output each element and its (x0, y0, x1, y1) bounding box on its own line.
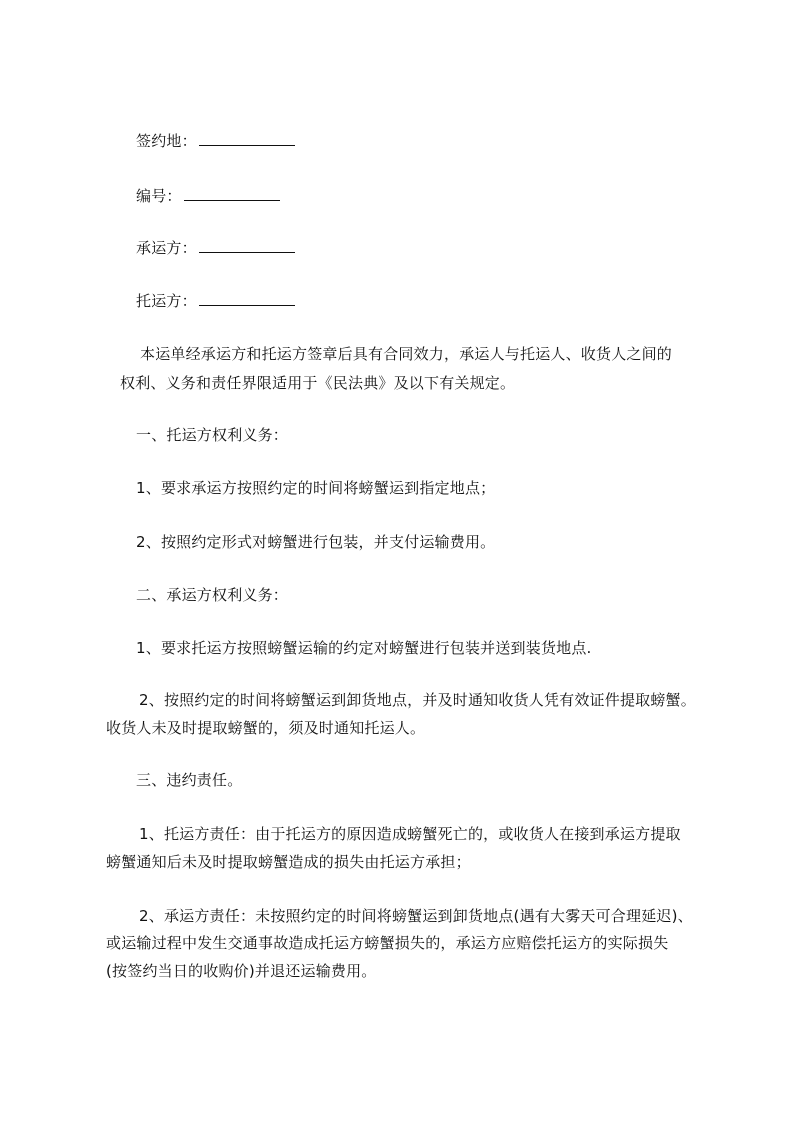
section-3-item-1-line-1: 1、托运方责任：由于托运方的原因造成螃蟹死亡的，或收货人在接到承运方提取 (139, 825, 681, 843)
section-3-item-2-line-2: 或运输过程中发生交通事故造成托运方螃蟹损失的，承运方应赔偿托运方的实际损失 (106, 934, 669, 952)
number-blank[interactable] (184, 186, 280, 201)
section-1-item-1: 1、要求承运方按照约定的时间将螃蟹运到指定地点； (136, 479, 496, 497)
section-3-item-1-line-2: 螃蟹通知后未及时提取螃蟹造成的损失由托运方承担； (106, 853, 471, 871)
intro-line-1: 本运单经承运方和托运方签章后具有合同效力，承运人与托运人、收货人之间的 (140, 345, 673, 363)
carrier-blank[interactable] (199, 238, 295, 253)
intro-line-2: 权利、义务和责任界限适用于《民法典》及以下有关规定。 (120, 374, 516, 392)
section-3-item-2-line-3: (按签约当日的收购价)并退还运输费用。 (106, 962, 377, 980)
carrier-field (136, 238, 295, 258)
section-2-heading: 二、承运方权利义务： (136, 586, 289, 604)
section-3-item-2-line-1: 2、承运方责任：未按照约定的时间将螃蟹运到卸货地点(遇有大雾天可合理延迟)、 (139, 907, 693, 925)
sign-place-label: 签约地： (136, 132, 197, 150)
section-1-item-2: 2、按照约定形式对螃蟹进行包装，并支付运输费用。 (136, 533, 496, 551)
shipper-blank[interactable] (199, 291, 295, 306)
number-label: 编号： (136, 187, 182, 205)
section-1-heading: 一、托运方权利义务： (136, 426, 289, 444)
section-3-heading: 三、违约责任。 (136, 771, 243, 789)
sign-place-field (136, 131, 295, 151)
sign-place-blank[interactable] (199, 131, 295, 146)
carrier-label: 承运方： (136, 239, 197, 257)
section-2-item-2-line-2: 收货人未及时提取螃蟹的，须及时通知托运人。 (106, 719, 426, 737)
section-2-item-2-line-1: 2、按照约定的时间将螃蟹运到卸货地点，并及时通知收货人凭有效证件提取螃蟹。 (139, 691, 696, 709)
shipper-field (136, 291, 295, 311)
shipper-label: 托运方： (136, 292, 197, 310)
number-field (136, 186, 280, 206)
section-2-item-1: 1、要求托运方按照螃蟹运输的约定对螃蟹进行包装并送到装货地点. (136, 639, 592, 657)
